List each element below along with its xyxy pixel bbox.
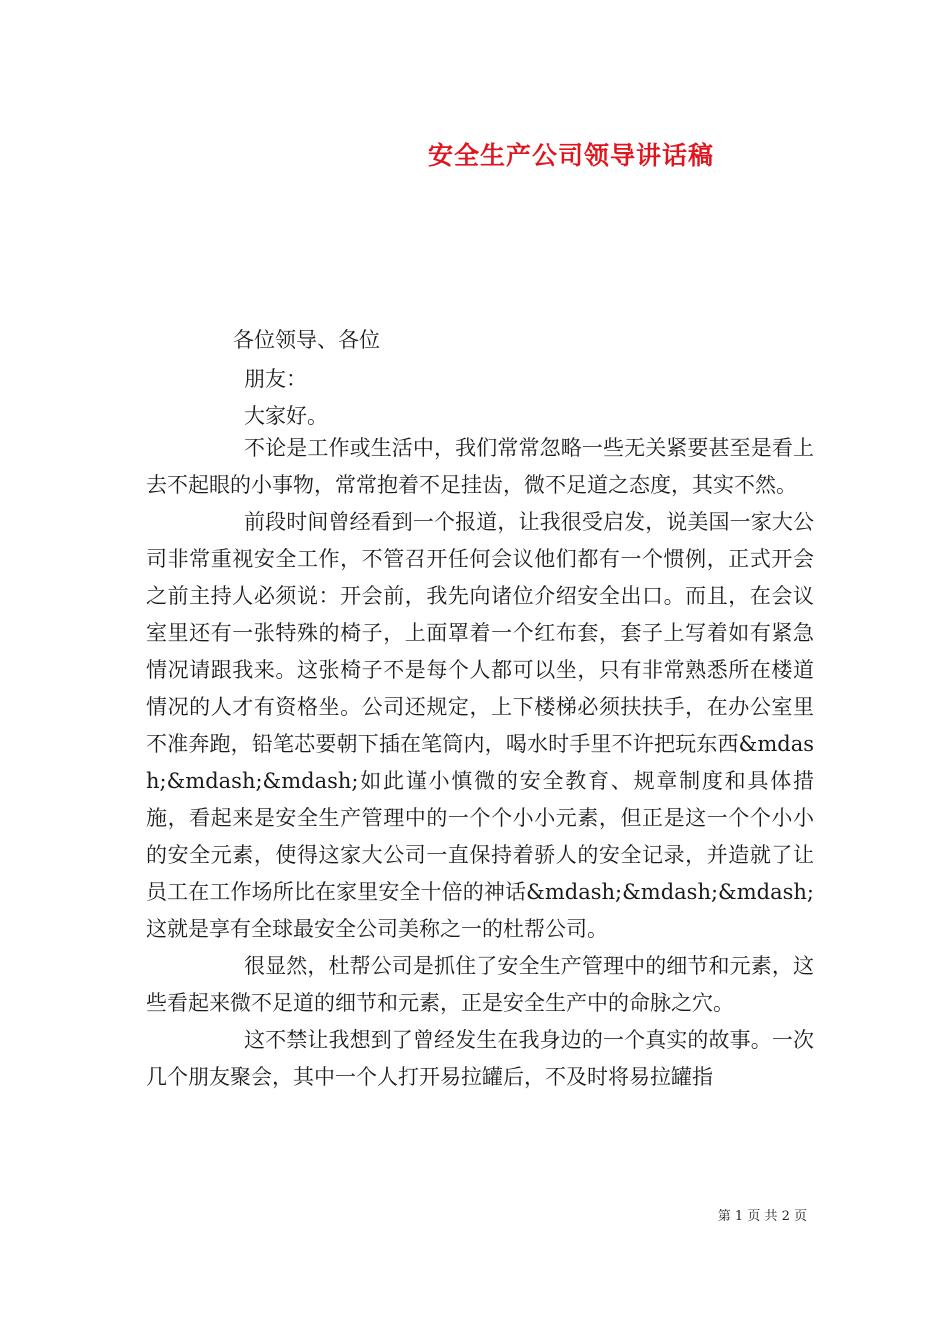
greeting-line-1: 各位领导、各位 bbox=[233, 328, 380, 352]
body-text bbox=[146, 430, 814, 1096]
paragraph: 很显然，杜帮公司是抓住了安全生产管理中的细节和元素，这些看起来微不足道的细节和元素，正是安全生产中的命脉之穴。 bbox=[146, 954, 814, 1015]
page-number-footer: 第 1 页 共 2 页 bbox=[717, 1209, 807, 1224]
paragraph: 不论是工作或生活中，我们常常忽略一些无关紧要甚至是看上去不起眼的小事物，常常抱着不足挂齿，微不足道之态度，其实不然。 bbox=[146, 436, 814, 497]
paragraph: 这不禁让我想到了曾经发生在我身边的一个真实的故事。一次几个朋友聚会，其中一个人打开易拉罐后，不及时将易拉罐指 bbox=[146, 1028, 814, 1089]
greeting-line-3: 大家好。 bbox=[244, 404, 328, 428]
greeting-line-2: 朋友： bbox=[244, 367, 307, 391]
document-title: 安全生产公司领导讲话稿 bbox=[427, 141, 714, 170]
paragraph: 前段时间曾经看到一个报道，让我很受启发，说美国一家大公司非常重视安全工作，不管召开任何会议他们都有一个惯例，正式开会之前主持人必须说：开会前，我先向诸位介绍安全出口。而且，在会议室里还有一张特殊的椅子，上面罩着一个红布套，套子上写着如有紧急情况请跟我来。这张椅子不是每个人都可以坐，只有非常熟悉所在楼道情况的人才有资格坐。公司还规定，上下楼梯必须扶扶手，在办公室里不准奔跑，铅笔芯要朝下插在笔筒内，喝水时手里不许把玩东西&mdash;&mdash;&mdash;如此谨小慎微的安全教育、规章制度和具体措施，看起来是安全生产管理中的一个个小小元素，但正是这一个个小小的安全元素，使得这家大公司一直保持着骄人的安全记录，并造就了让员工在工作场所比在家里安全十倍的神话&mdash;&mdash;&mdash;这就是享有全球最安全公司美称之一的杜帮公司。 bbox=[146, 510, 814, 941]
